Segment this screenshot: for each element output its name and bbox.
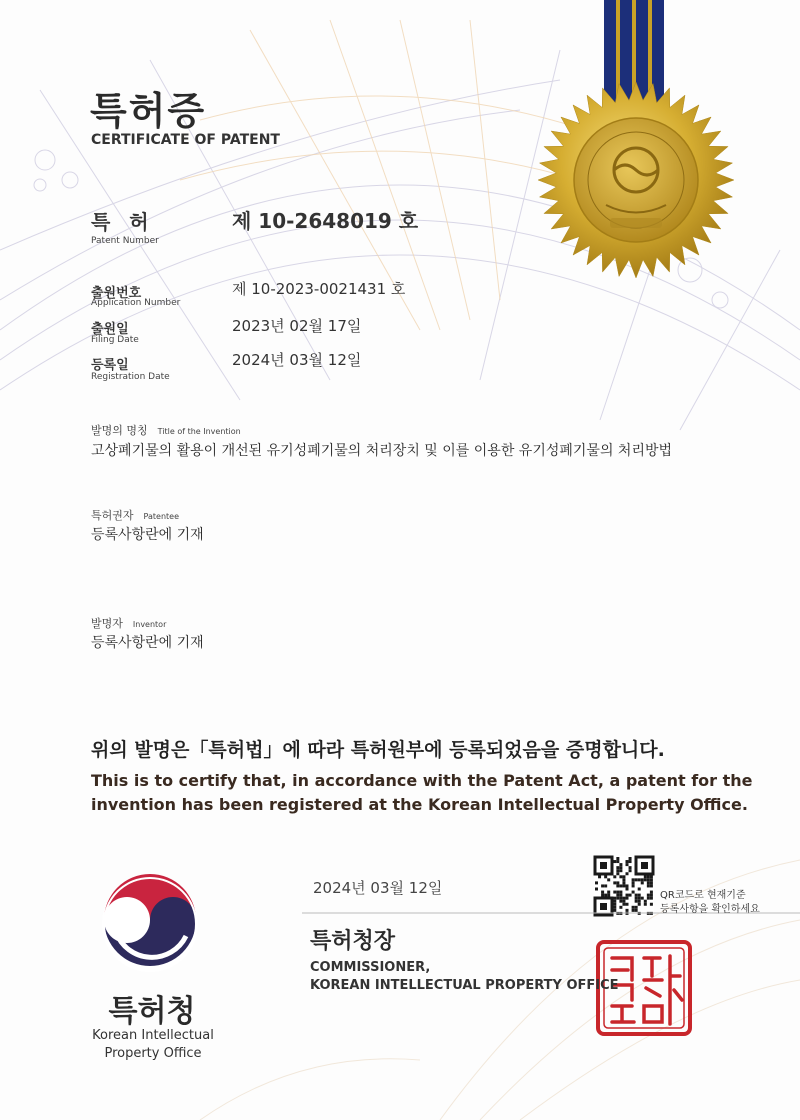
invention-title-label <box>91 422 241 438</box>
patent-number-label: 특 허 <box>91 210 155 234</box>
invention-title-label-ko: 발명의 명칭 <box>91 424 148 437</box>
patentee-label-en: Patentee <box>143 512 179 521</box>
inventor-label-ko: 발명자 <box>91 617 123 630</box>
certification-text-en-line1: This is to certify that, in accordance with the Patent Act, a patent for the <box>91 771 753 790</box>
patentee-label-ko: 특허권자 <box>91 509 134 522</box>
filing-date-value: 2023년 02월 17일 <box>232 317 362 335</box>
filing-date-label: 출원일 <box>91 322 129 337</box>
registration-date-label: 등록일 <box>91 358 129 373</box>
office-name-en-line2: Property Office <box>104 1046 202 1061</box>
filing-date-label-en: Filing Date <box>91 335 139 345</box>
invention-title-label-en: Title of the Invention <box>157 427 241 436</box>
office-name-en-line1: Korean Intellectual <box>92 1028 214 1043</box>
certificate-title: 특허증 <box>90 89 207 133</box>
application-number-label: 출원번호 <box>91 286 142 301</box>
issue-date: 2024년 03월 12일 <box>313 879 443 897</box>
commissioner-title-en-line1: COMMISSIONER, <box>310 960 431 975</box>
application-number-value: 제 10-2023-0021431 호 <box>232 280 406 298</box>
qr-code-icon <box>594 856 654 916</box>
registration-date-label-en: Registration Date <box>91 372 170 382</box>
patentee-value: 등록사항란에 기재 <box>91 527 204 543</box>
inventor-label-en: Inventor <box>132 620 167 629</box>
gold-seal-icon <box>538 82 734 278</box>
qr-note-line1: QR코드로 현재기준 <box>660 890 746 901</box>
office-name: 특허청 <box>108 994 196 1029</box>
commissioner-title-en-line2: KOREAN INTELLECTUAL PROPERTY OFFICE <box>310 978 619 993</box>
patent-number-label-en: Patent Number <box>91 236 159 246</box>
kipo-taegeuk-logo-icon <box>102 874 198 972</box>
certificate-title-en: CERTIFICATE OF PATENT <box>91 132 280 148</box>
patent-number-value: 제 10-2648019 호 <box>232 209 419 233</box>
inventor-value: 등록사항란에 기재 <box>91 635 204 651</box>
inventor-label <box>91 615 166 631</box>
qr-note-line2: 등록사항을 확인하세요 <box>660 904 760 915</box>
patentee-label <box>91 507 179 523</box>
certification-text-en-line2: invention has been registered at the Korean Intellectual Property Office. <box>91 795 748 814</box>
commissioner-title: 특허청장 <box>310 929 396 954</box>
invention-title-value: 고상폐기물의 활용이 개선된 유기성폐기물의 처리장치 및 이를 이용한 유기성폐기물의 처리방법 <box>91 443 673 459</box>
registration-date-value: 2024년 03월 12일 <box>232 351 362 369</box>
certification-text-ko: 위의 발명은「특허법」에 따라 특허원부에 등록되었음을 증명합니다. <box>91 739 665 761</box>
application-number-label-en: Application Number <box>91 298 181 308</box>
